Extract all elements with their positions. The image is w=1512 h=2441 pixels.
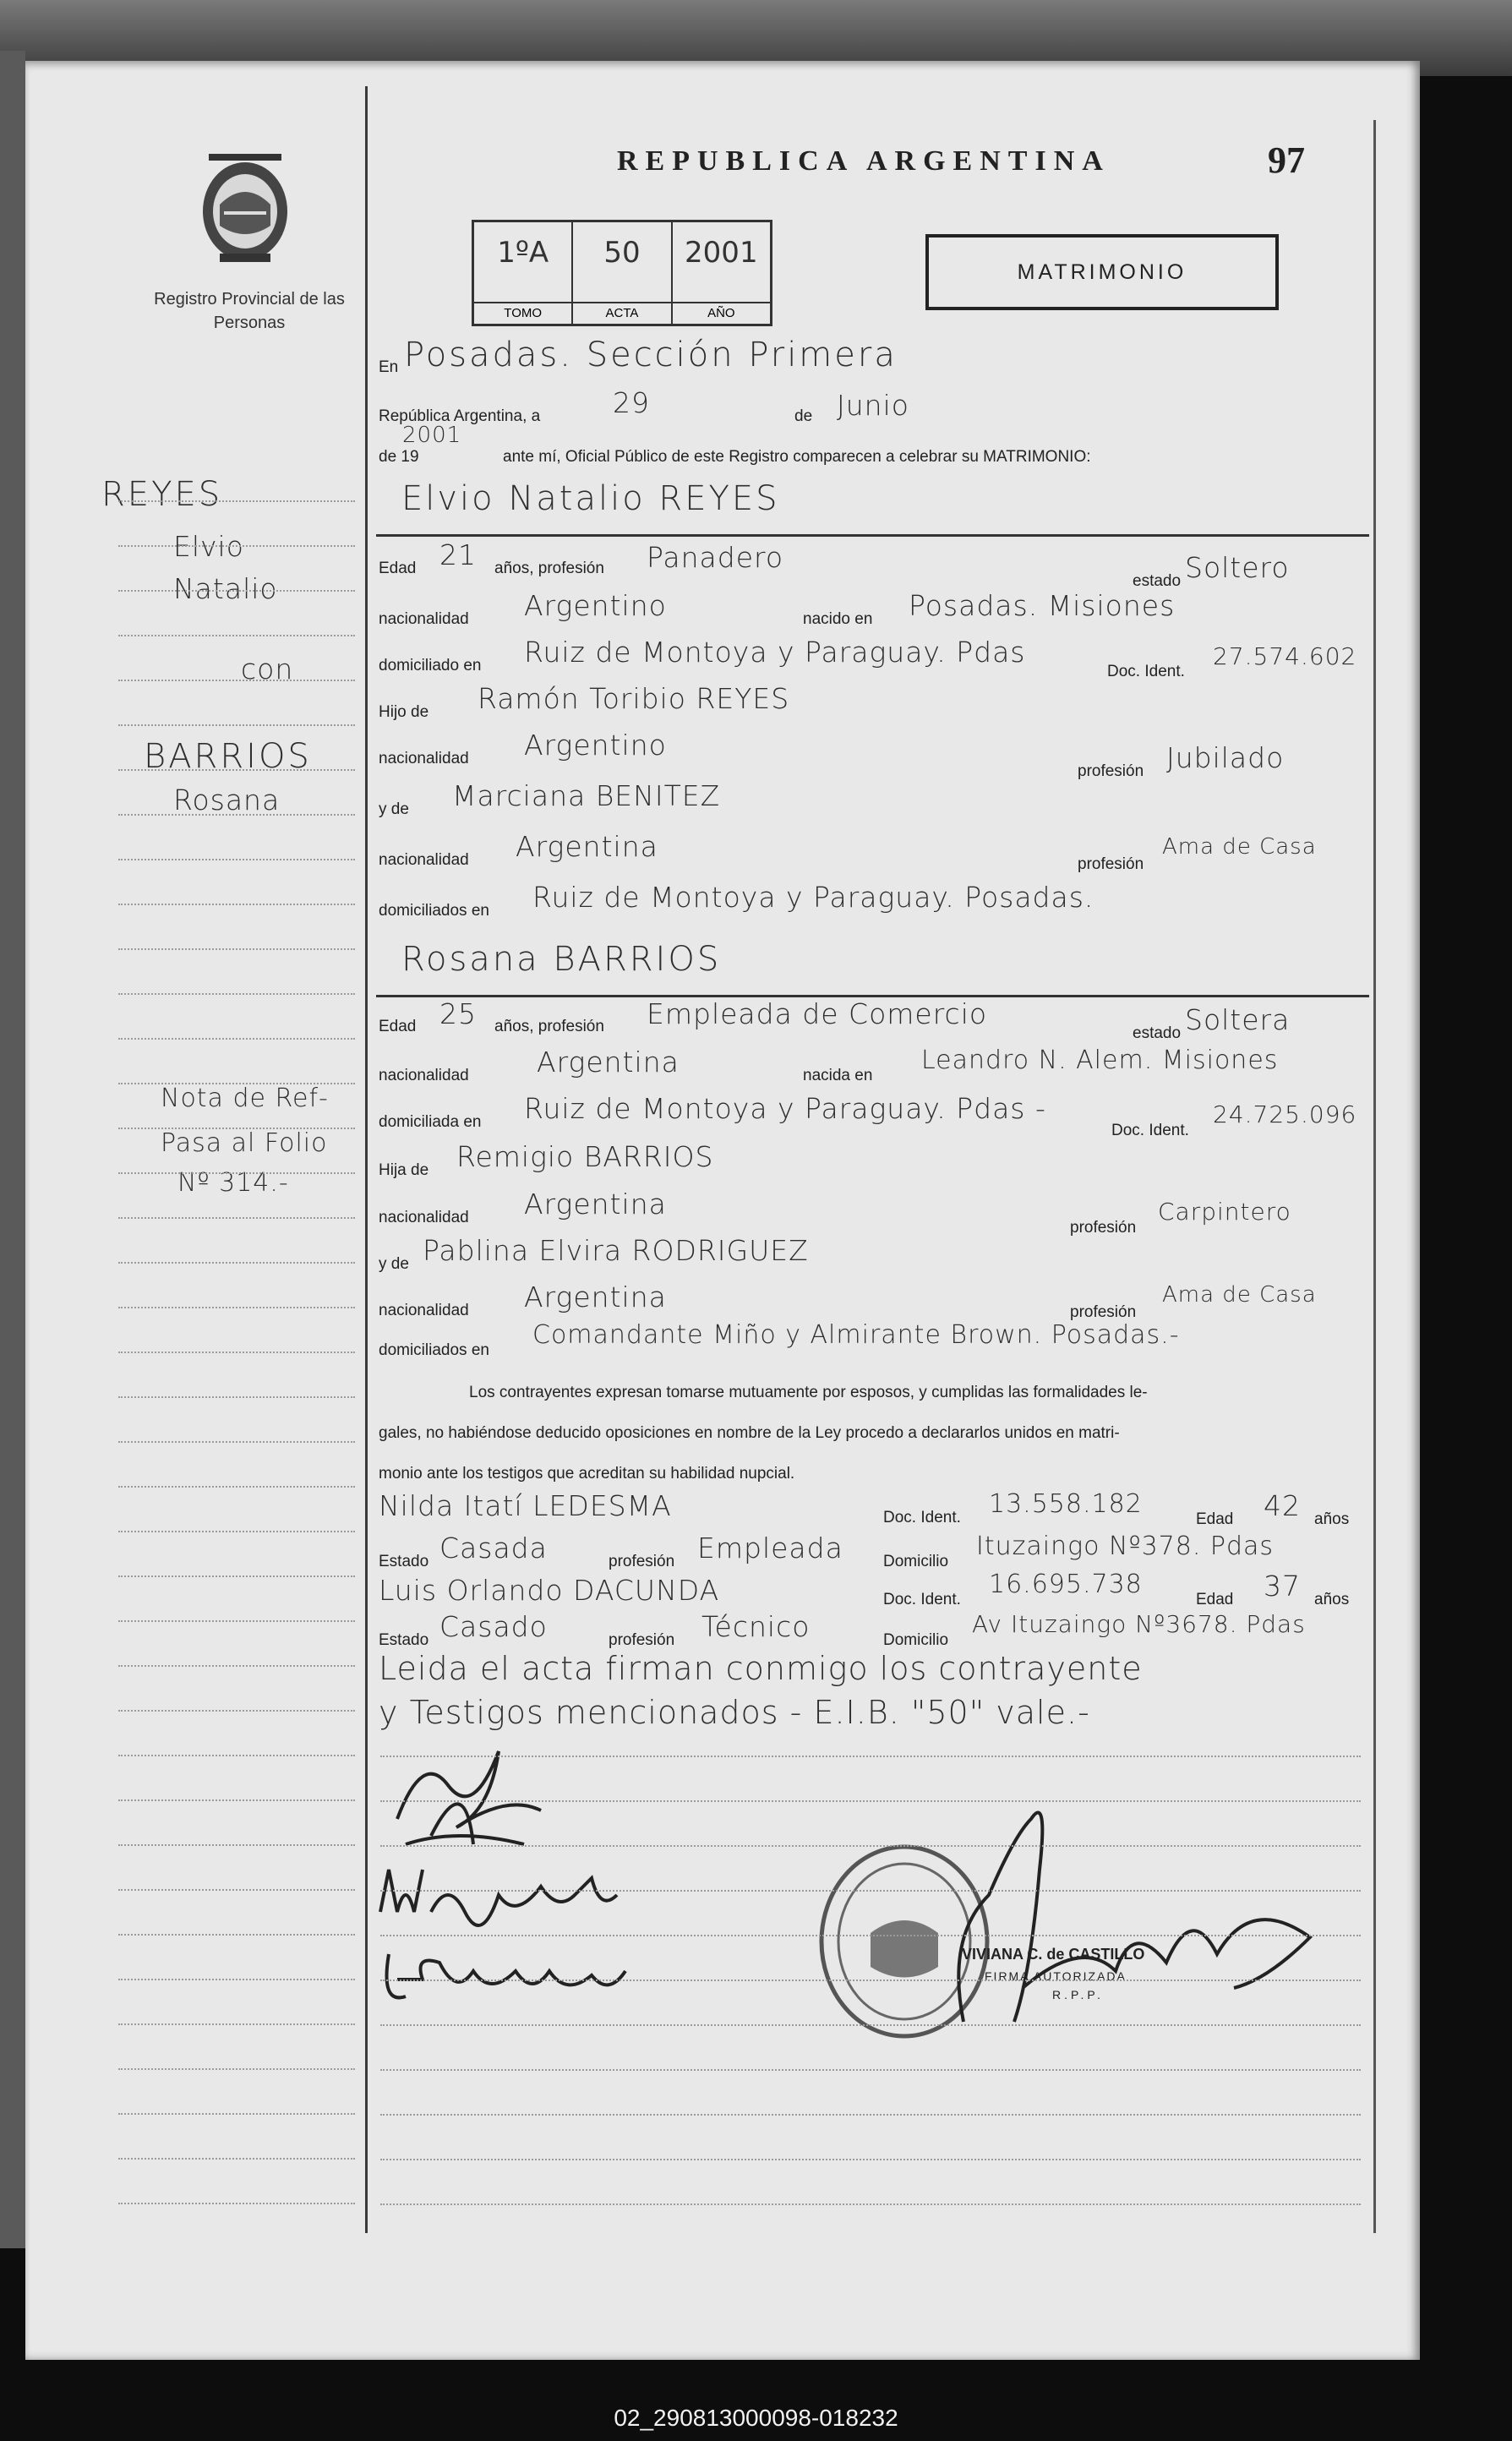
margin-rule-line [118, 1172, 355, 1174]
bride-mother-nac: Argentina [524, 1281, 667, 1313]
bride-domicilio-label: domiciliada en [379, 1113, 482, 1131]
witness1-profesion: Empleada [697, 1532, 843, 1565]
bride-mother: Pablina Elvira RODRIGUEZ [423, 1234, 809, 1267]
record-box [472, 220, 772, 326]
closing-line-2: y Testigos mencionados - E.I.B. "50" vale.- [379, 1694, 1090, 1731]
act-type-box: MATRIMONIO [925, 234, 1279, 310]
registry-name: Registro Provincial de las Personas [154, 290, 345, 332]
margin-bride-surname: BARRIOS [144, 737, 312, 776]
witness1-estado-label: Estado [379, 1553, 429, 1570]
margin-rule-line [118, 2023, 355, 2025]
witness2-estado: Casado [439, 1610, 548, 1643]
margin-rule-line [118, 993, 355, 995]
groom-mother-nac-label: nacionalidad [379, 851, 469, 869]
closing-line-1: Leida el acta firman conmigo los contrayente [379, 1650, 1143, 1687]
body-rule-line [380, 1845, 1361, 1847]
groom-doc-label: Doc. Ident. [1107, 663, 1185, 680]
margin-rule-line [118, 545, 355, 547]
bride-nacida-label: nacida en [803, 1067, 873, 1084]
bride-estado-label: estado [1133, 1024, 1182, 1042]
margin-rule-line [118, 859, 355, 860]
witness1-doc: 13.558.182 [989, 1489, 1143, 1519]
groom-nacionalidad: Argentino [524, 589, 667, 622]
anio-cell [673, 222, 770, 324]
groom-edad-label: Edad [379, 560, 417, 577]
body-rule-line [380, 1756, 1361, 1757]
witness2-profesion-label: profesión [609, 1631, 675, 1649]
body-rule-line [380, 2203, 1361, 2205]
witness2-edad: 37 [1264, 1570, 1301, 1603]
tomo-cell [474, 222, 573, 324]
groom-mother-nac: Argentina [516, 830, 658, 863]
body-rule-line [380, 1935, 1361, 1936]
margin-rule-line [118, 2158, 355, 2160]
witness1-signature [372, 1861, 642, 1929]
bride-nacida: Leandro N. Alem. Misiones [921, 1046, 1279, 1075]
margin-groom-name-2: Natalio [173, 572, 278, 605]
country-title: REPUBLICA ARGENTINA [617, 145, 1111, 177]
witness2-name: Luis Orlando DACUNDA [379, 1574, 720, 1607]
margin-groom-name-1: Elvio [173, 530, 244, 563]
margin-rule-line [118, 680, 355, 681]
year-prefix-label: de 19 [379, 448, 419, 466]
en-label: En [379, 358, 399, 376]
day-value: 29 [613, 386, 650, 419]
margin-rule-line [118, 2113, 355, 2115]
margin-rule-line [118, 1665, 355, 1667]
place-value: Posadas. Sección Primera [404, 336, 898, 374]
witness1-domicilio-label: Domicilio [883, 1553, 949, 1570]
witness1-doc-label: Doc. Ident. [883, 1509, 961, 1526]
year-value: 2001 [402, 423, 462, 448]
margin-rule-line [118, 1038, 355, 1040]
official-signature [913, 1768, 1352, 2056]
margin-rule-line [118, 814, 355, 816]
bride-estado: Soltera [1185, 1003, 1291, 1036]
groom-mother: Marciana BENITEZ [452, 779, 721, 812]
witness2-doc-label: Doc. Ident. [883, 1591, 961, 1608]
previous-page-edge [0, 51, 25, 2248]
bride-anos-profesion-label: años, profesión [494, 1018, 604, 1035]
margin-con: con [241, 653, 294, 685]
ante-text: ante mí, Oficial Público de este Registro comparecen a celebrar su MATRIMONIO: [503, 448, 1091, 466]
groom-father-nac: Argentino [524, 729, 667, 762]
official-name: VIVIANA C. de CASTILLO [962, 1946, 1145, 1963]
groom-mother-prof: Ama de Casa [1162, 834, 1317, 860]
groom-parents-dom: Ruiz de Montoya y Paraguay. Posadas. [532, 881, 1094, 914]
body-rule-line [380, 1800, 1361, 1802]
margin-rule-line [118, 1486, 355, 1488]
bride-father-label: Hija de [379, 1161, 429, 1179]
margin-rule-line [118, 1217, 355, 1219]
witness2-doc: 16.695.738 [989, 1570, 1143, 1599]
witness2-estado-label: Estado [379, 1631, 429, 1649]
groom-doc: 27.574.602 [1213, 642, 1357, 670]
bride-edad-label: Edad [379, 1018, 417, 1035]
margin-rule-line [118, 1575, 355, 1577]
bride-father-prof: Carpintero [1158, 1198, 1291, 1226]
bride-father-prof-label: profesión [1070, 1219, 1137, 1237]
groom-nacido-label: nacido en [803, 610, 873, 628]
acta-value: 50 [603, 236, 641, 270]
witness2-domicilio-label: Domicilio [883, 1631, 949, 1649]
bride-father-nac: Argentina [524, 1188, 667, 1220]
bride-father: Remigio BARRIOS [456, 1140, 714, 1173]
margin-rule-line [118, 1620, 355, 1622]
witness2-edad-label: Edad [1196, 1591, 1234, 1608]
body-rule-line [380, 2069, 1361, 2071]
bride-father-nac-label: nacionalidad [379, 1209, 469, 1226]
witness1-profesion-label: profesión [609, 1553, 675, 1570]
margin-rule-line [118, 1844, 355, 1846]
bride-nacionalidad: Argentina [537, 1046, 680, 1079]
file-name-caption: 02_290813000098-018232 [614, 2405, 898, 2431]
witness2-domicilio: Av Ituzaingo Nº3678. Pdas [972, 1610, 1306, 1638]
margin-rule-line [118, 904, 355, 905]
tomo-value: 1ºA [497, 236, 549, 270]
body-rule-line [380, 1890, 1361, 1892]
bride-doc: 24.725.096 [1213, 1100, 1357, 1128]
groom-anos-profesion-label: años, profesión [494, 560, 604, 577]
witness2-profesion: Técnico [701, 1610, 811, 1643]
bride-mother-label: y de [379, 1255, 409, 1273]
bride-mother-prof-label: profesión [1070, 1303, 1137, 1321]
margin-rule-line [118, 948, 355, 950]
bride-domicilio: Ruiz de Montoya y Paraguay. Pdas - [524, 1092, 1046, 1125]
bride-doc-label: Doc. Ident. [1111, 1122, 1189, 1139]
groom-profesion: Panadero [647, 541, 784, 574]
groom-estado-label: estado [1133, 572, 1182, 590]
month-value: Junio [837, 389, 909, 422]
bride-full-name: Rosana BARRIOS [401, 940, 722, 979]
margin-rule-line [118, 1889, 355, 1891]
margin-rule-line [118, 1307, 355, 1308]
groom-edad: 21 [439, 538, 477, 571]
bride-edad: 25 [439, 997, 477, 1030]
body-rule-line [380, 1980, 1361, 1981]
official-title: FIRMA AUTORIZADA [985, 1969, 1127, 1983]
witness1-edad-label: Edad [1196, 1510, 1234, 1528]
margin-line [365, 86, 368, 2233]
margin-rule-line [118, 590, 355, 592]
provincial-seal-icon [190, 145, 300, 272]
groom-estado: Soltero [1185, 551, 1290, 584]
margin-rule-line [118, 769, 355, 771]
groom-parents-dom-label: domiciliados en [379, 902, 489, 920]
groom-father-prof: Jubilado [1166, 741, 1285, 774]
margin-rule-line [118, 1979, 355, 1980]
margin-rule-line [118, 1128, 355, 1129]
margin-groom-surname: REYES [101, 475, 223, 514]
witness2-anos: años [1314, 1591, 1350, 1608]
margin-rule-line [118, 1799, 355, 1801]
bride-parents-dom: Comandante Miño y Almirante Brown. Posadas.- [532, 1320, 1180, 1350]
right-border [1373, 120, 1376, 2233]
margin-note-2: Pasa al Folio [161, 1128, 328, 1158]
margin-rule-line [118, 635, 355, 636]
bride-nacionalidad-label: nacionalidad [379, 1067, 469, 1084]
margin-rule-line [118, 2203, 355, 2204]
month-de-label: de [794, 407, 813, 425]
margin-rule-line [118, 1262, 355, 1264]
republica-label: República Argentina, a [379, 407, 541, 425]
witness1-edad: 42 [1264, 1489, 1301, 1522]
groom-father-nac-label: nacionalidad [379, 750, 469, 767]
declaration-line-2: gales, no habiéndose deducido oposiciones en nombre de la Ley procedo a declararlos unidos en matri- [379, 1424, 1120, 1442]
groom-domicilio: Ruiz de Montoya y Paraguay. Pdas [524, 636, 1026, 669]
declaration-line-3: monio ante los testigos que acreditan su habilidad nupcial. [379, 1465, 795, 1483]
groom-father-label: Hijo de [379, 703, 429, 721]
margin-rule-line [118, 1083, 355, 1084]
section-divider [376, 534, 1369, 537]
body-rule-line [380, 2024, 1361, 2026]
bride-mother-nac-label: nacionalidad [379, 1302, 469, 1319]
groom-full-name: Elvio Natalio REYES [401, 479, 780, 518]
witness1-name: Nilda Itatí LEDESMA [379, 1489, 672, 1522]
margin-rule-line [118, 1531, 355, 1532]
witness1-domicilio: Ituzaingo Nº378. Pdas [976, 1532, 1275, 1561]
margin-rule-line [118, 1934, 355, 1936]
margin-rule-line [118, 1441, 355, 1443]
groom-signature [372, 1717, 592, 1861]
body-rule-line [380, 2114, 1361, 2116]
witness1-estado: Casada [439, 1532, 548, 1565]
groom-nacionalidad-label: nacionalidad [379, 610, 469, 628]
groom-father: Ramón Toribio REYES [478, 682, 790, 715]
groom-nacido: Posadas. Misiones [909, 589, 1176, 622]
witness1-anos: años [1314, 1510, 1350, 1528]
margin-rule-line [118, 1396, 355, 1398]
margin-rule-line [118, 1710, 355, 1712]
body-rule-line [380, 2159, 1361, 2160]
groom-domicilio-label: domiciliado en [379, 657, 482, 674]
declaration-line-1: Los contrayentes expresan tomarse mutuamente por esposos, y cumplidas las formalidades le- [469, 1384, 1148, 1401]
anio-label: AÑO [673, 302, 770, 320]
document-page [25, 61, 1420, 2360]
margin-note-1: Nota de Ref- [161, 1084, 329, 1113]
tomo-label: TOMO [474, 302, 571, 320]
margin-rule-line [118, 1755, 355, 1756]
anio-value: 2001 [685, 236, 758, 270]
acta-cell [573, 222, 672, 324]
margin-rule-line [118, 500, 355, 502]
margin-rule-line [118, 1352, 355, 1353]
margin-bride-name: Rosana [173, 784, 281, 816]
groom-father-prof-label: profesión [1078, 762, 1144, 780]
bride-mother-prof: Ama de Casa [1162, 1282, 1317, 1308]
margin-rule-line [118, 2068, 355, 2070]
page-number: 97 [1268, 139, 1305, 181]
groom-mother-prof-label: profesión [1078, 855, 1144, 873]
bride-parents-dom-label: domiciliados en [379, 1341, 489, 1359]
margin-rule-line [118, 724, 355, 726]
groom-mother-label: y de [379, 800, 409, 818]
margin-note-3: Nº 314.- [177, 1168, 289, 1198]
acta-label: ACTA [573, 302, 670, 320]
bride-profesion: Empleada de Comercio [647, 997, 988, 1030]
official-abbr: R.P.P. [1052, 1988, 1104, 2001]
